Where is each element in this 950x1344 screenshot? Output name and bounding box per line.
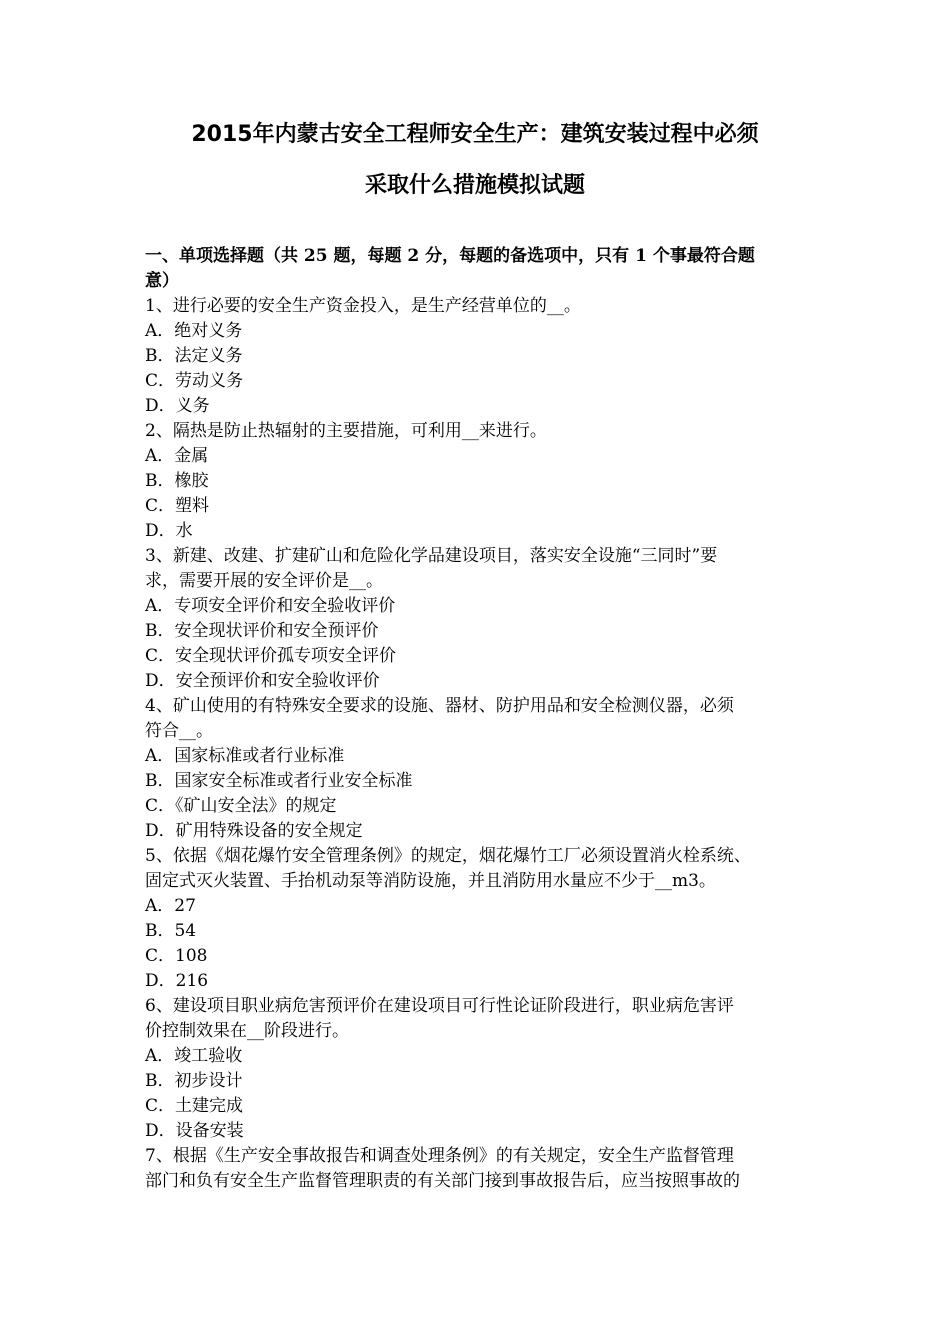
text-line: C．塑料 [145,496,210,516]
text-line: A．27 [145,896,196,916]
text-line: A．绝对义务 [145,321,243,341]
text-line: D．义务 [145,396,210,416]
text-line: D．216 [145,971,209,991]
text-line: 符合__。 [145,721,213,741]
text-line: 固定式灭火装置、手抬机动泵等消防设施，并且消防用水量应不少于__m3。 [145,871,716,891]
text-line: D．水 [145,521,193,541]
text-line: C．《矿山安全法》的规定 [145,796,337,816]
document-title-line-1: 2015年内蒙古安全工程师安全生产：建筑安装过程中必须 [191,122,759,147]
text-line: 3、新建、改建、扩建矿山和危险化学品建设项目，落实安全设施“三同时”要 [145,546,718,566]
text-line: 1、进行必要的安全生产资金投入，是生产经营单位的__。 [145,296,581,316]
text-line: C．108 [145,946,208,966]
document-title-line-2: 采取什么措施模拟试题 [364,173,585,198]
text-line: B．法定义务 [145,346,243,366]
text-line: A．专项安全评价和安全验收评价 [145,596,396,616]
question-list [145,294,810,1194]
section-heading: 一、单项选择题（共 25 题，每题 2 分，每题的备选项中，只有 1 个事最符合题 [145,246,755,266]
text-line: B．安全现状评价和安全预评价 [145,621,379,641]
text-line: 价控制效果在__阶段进行。 [145,1021,349,1041]
text-line: A．金属 [145,446,209,466]
text-line: B．橡胶 [145,471,209,491]
text-line: C．安全现状评价孤专项安全评价 [145,646,397,666]
text-line: 2、隔热是防止热辐射的主要措施，可利用__来进行。 [145,421,547,441]
text-line: 求，需要开展的安全评价是__。 [145,571,383,591]
text-line: 4、矿山使用的有特殊安全要求的设施、器材、防护用品和安全检测仪器，必须 [145,696,734,716]
text-line: D．矿用特殊设备的安全规定 [145,821,363,841]
text-line: 6、建设项目职业病危害预评价在建设项目可行性论证阶段进行，职业病危害评 [145,996,734,1016]
text-line: A．竣工验收 [145,1046,243,1066]
text-line: B．国家安全标准或者行业安全标准 [145,771,413,791]
text-line: 5、依据《烟花爆竹安全管理条例》的规定，烟花爆竹工厂必须设置消火栓系统、 [145,846,751,866]
text-line: D．安全预评价和安全验收评价 [145,671,380,691]
text-line: B．初步设计 [145,1071,243,1091]
text-line: 7、根据《生产安全事故报告和调查处理条例》的有关规定，安全生产监督管理 [145,1146,734,1166]
text-line: D．设备安装 [145,1121,244,1141]
text-line: A．国家标准或者行业标准 [145,746,345,766]
text-line: C．劳动义务 [145,371,244,391]
document-body [145,244,810,1194]
text-line: 部门和负有安全生产监督管理职责的有关部门接到事故报告后，应当按照事故的 [145,1171,740,1191]
section-heading-continued: 意） [145,271,179,291]
text-line: C．土建完成 [145,1096,244,1116]
text-line: B．54 [145,921,197,941]
